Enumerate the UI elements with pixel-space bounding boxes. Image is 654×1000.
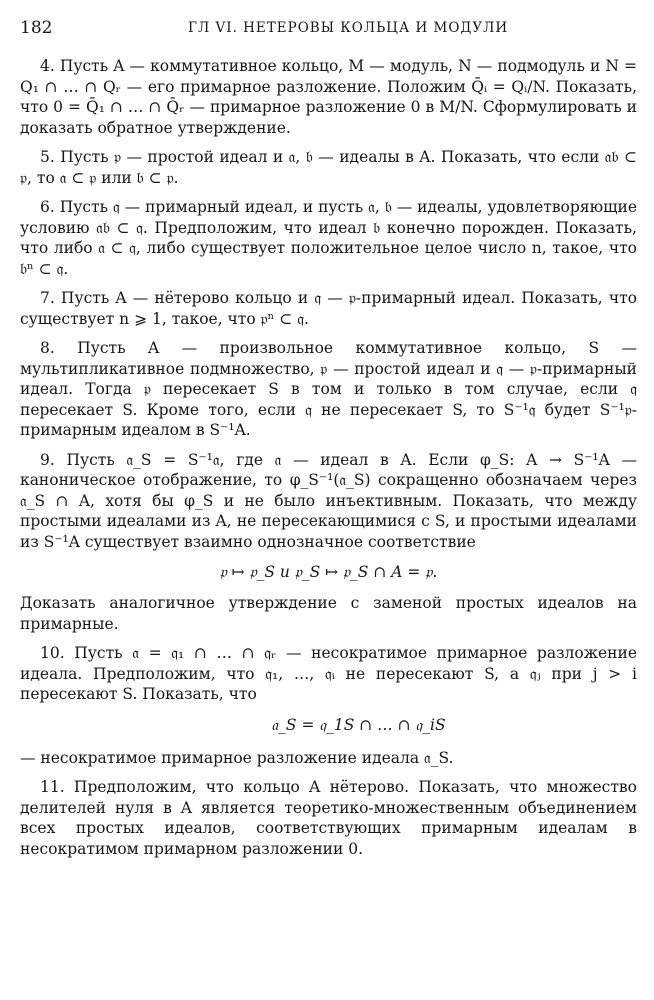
running-title: ГЛ VI. НЕТЕРОВЫ КОЛЬЦА И МОДУЛИ	[188, 20, 509, 36]
exercise-5: 5. Пусть 𝔭 — простой идеал и 𝔞, 𝔟 — идеалы в A. Показать, что если 𝔞𝔟 ⊂ 𝔭, то 𝔞 ⊂ 𝔭 или 𝔟 ⊂ 𝔭.	[20, 148, 637, 187]
exercise-6: 6. Пусть 𝔮 — примарный идеал, и пусть 𝔞, 𝔟 — идеалы, удовлетворяющие условию 𝔞𝔟 ⊂ 𝔮. Предположим, что идеал 𝔟 конечно порожден. Показать, что либо 𝔞 ⊂ 𝔮, либо существует положительное целое число n, такое, что 𝔟ⁿ ⊂ 𝔮.	[20, 198, 637, 278]
exercise-9: 9. Пусть 𝔞_S = S⁻¹𝔞, где 𝔞 — идеал в A. Если φ_S: A → S⁻¹A — каноническое отображение, то φ_S⁻¹(𝔞_S) сокращенно обозначаем через 𝔞_S ∩ A, хотя бы φ_S и не было инъективным. Показать, что между простыми идеалами из A, не пересекающимися с S, и простыми идеалами из S⁻¹A существует взаимно однозначное соответствие	[20, 450, 637, 551]
decomposition-formula: 𝔞_S = 𝔮_1S ∩ … ∩ 𝔮_iS	[271, 715, 446, 734]
exercise-7: 7. Пусть A — нётерово кольцо и 𝔮 — 𝔭-примарный идеал. Показать, что существует n ⩾ 1, такое, что 𝔭ⁿ ⊂ 𝔮.	[20, 289, 637, 328]
exercise-10-continuation: — несократимое примарное разложение идеала 𝔞_S.	[20, 748, 454, 767]
exercises-text	[20, 56, 637, 868]
exercise-9-continuation: Доказать аналогичное утверждение с заменой простых идеалов на примарные.	[20, 594, 637, 633]
page-number: 182	[20, 18, 53, 38]
correspondence-formula: 𝔭 ↦ 𝔭_S и 𝔭_S ↦ 𝔭_S ∩ A = 𝔭.	[219, 563, 438, 581]
page-header	[20, 18, 634, 44]
exercise-8: 8. Пусть A — произвольное коммутативное кольцо, S — мультипликативное подмножество, 𝔭 — простой идеал и 𝔮 — 𝔭-примарный идеал. Тогда 𝔭 пересекает S в том и только в том случае, если 𝔮 пересекает S. Кроме того, если 𝔮 не пересекает S, то S⁻¹𝔮 будет S⁻¹𝔭-примарным идеалом в S⁻¹A.	[20, 339, 637, 439]
exercise-10: 10. Пусть 𝔞 = 𝔮₁ ∩ … ∩ 𝔮ᵣ — несократимое примарное разложение идеала. Предположим, что 𝔮₁, …, 𝔮ᵢ не пересекают S, а 𝔮ⱼ при j > i пересекают S. Показать, что	[20, 644, 637, 703]
exercise-4: 4. Пусть A — коммутативное кольцо, M — модуль, N — подмодуль и N = Q₁ ∩ … ∩ Qᵣ — его примарное разложение. Положим Q̄ᵢ = Qᵢ/N. Показать, что 0 = Q̄₁ ∩ … ∩ Q̄ᵣ — примарное разложение 0 в M/N. Сформулировать и доказать обратное утверждение.	[20, 57, 637, 137]
exercise-11: 11. Предположим, что кольцо A нётерово. Показать, что множество делителей нуля в A является теоретико-множественным объединением всех простых идеалов, соответствующих примарным идеалам в несократимом примарном разложении 0.	[20, 778, 637, 858]
